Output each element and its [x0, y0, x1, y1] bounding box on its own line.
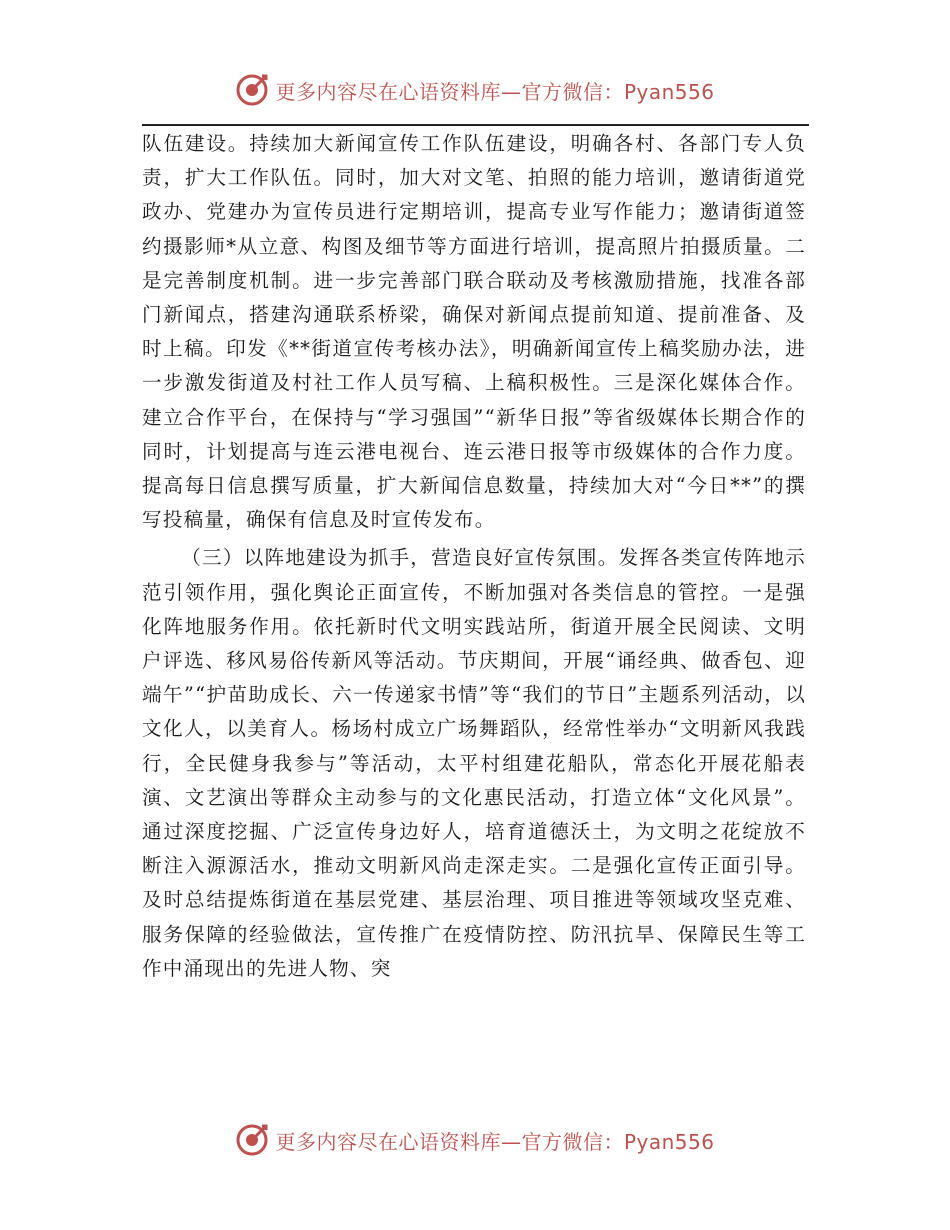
- footer-banner-text: 更多内容尽在心语资料库—官方微信：Pyan556: [275, 1129, 715, 1154]
- body-paragraph: 队伍建设。持续加大新闻宣传工作队伍建设，明确各村、各部门专人负责，扩大工作队伍。同时，加大对文笔、拍照的能力培训，邀请街道党政办、党建办为宣传员进行定期培训，提高专业写作能力；邀请街道签约摄影师*从立意、构图及细节等方面进行培训，提高照片拍摄质量。二是完善制度机制。进一步完善部门联合联动及考核激励措施，找准各部门新闻点，搭建沟通联系桥梁，确保对新闻点提前知道、提前准备、及时上稿。印发《**街道宣传考核办法》，明确新闻宣传上稿奖励办法，进一步激发街道及村社工作人员写稿、上稿积极性。三是深化媒体合作。建立合作平台，在保持与“学习强国”“新华日报”等省级媒体长期合作的同时，计划提高与连云港电视台、连云港日报等市级媒体的合作力度。提高每日信息撰写质量，扩大新闻信息数量，持续加大对“今日**”的撰写投稿量，确保有信息及时宣传发布。: [142, 132, 806, 532]
- header-banner-text: 更多内容尽在心语资料库—官方微信：Pyan556: [275, 79, 715, 104]
- body-paragraph: （三）以阵地建设为抓手，营造良好宣传氛围。发挥各类宣传阵地示范引领作用，强化舆论正面宣传，不断加强对各类信息的管控。一是强化阵地服务作用。依托新时代文明实践站所，街道开展全民阅读、文明户评选、移风易俗传新风等活动。节庆期间，开展“诵经典、做香包、迎端午”“护苗助成长、六一传递家书情”等“我们的节日”主题系列活动，以文化人，以美育人。杨场村成立广场舞蹈队，经常性举办“文明新风我践行，全民健身我参与”等活动，太平村组建花船队，常态化开展花船表演、文艺演出等群众主动参与的文化惠民活动，打造立体“文化风景”。通过深度挖掘、广泛宣传身边好人，培育道德沃土，为文明之花绽放不断注入源源活水，推动文明新风尚走深走实。二是强化宣传正面引导。及时总结提炼街道在基层党建、基层治理、项目推进等领域攻坚克难、服务保障的经验做法，宣传推广在疫情防控、防汛抗旱、保障民生等工作中涌现出的先进人物、突: [142, 546, 806, 980]
- header-banner: [0, 70, 950, 110]
- footer-banner: [0, 1120, 950, 1160]
- logo-icon: [235, 73, 269, 107]
- logo-icon: [235, 1123, 269, 1157]
- header-divider: [142, 124, 809, 126]
- document-body: [142, 127, 806, 986]
